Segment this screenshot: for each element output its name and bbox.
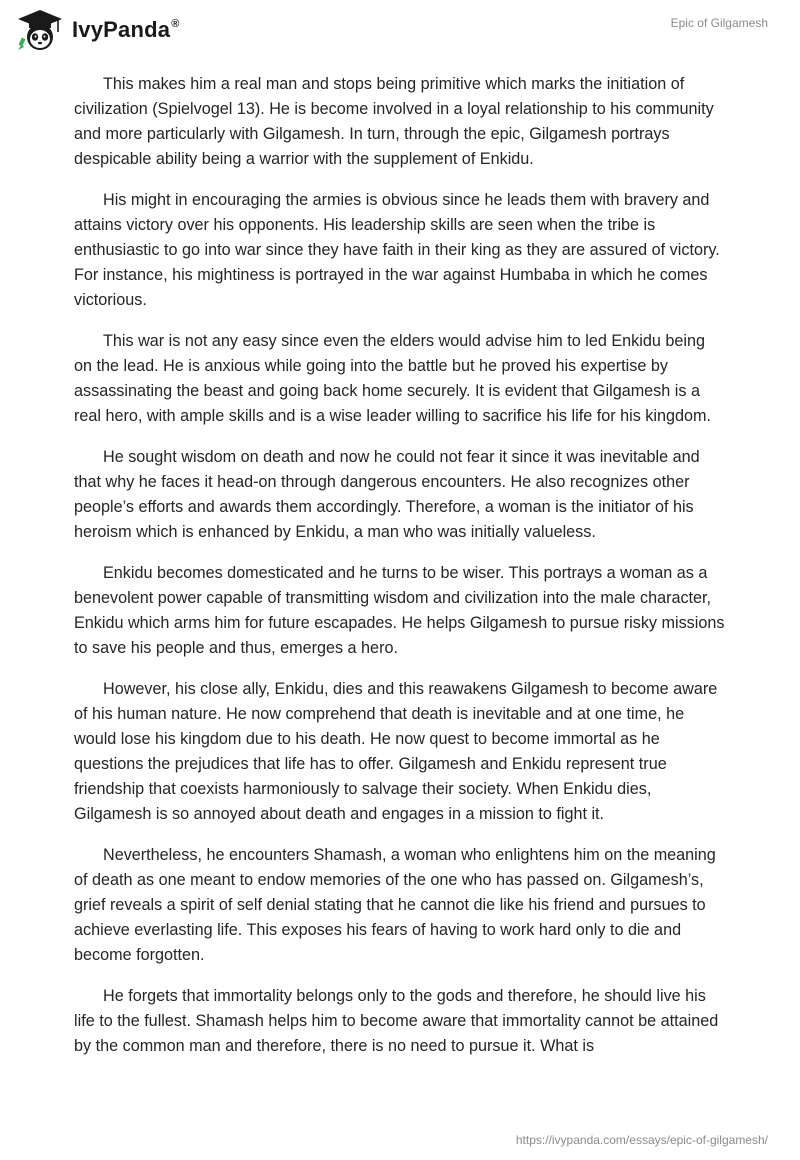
panda-graduate-icon [14,8,66,52]
paragraph: This war is not any easy since even the elders would advise him to led Enkidu being on the lead. He is anxious while going into the battle but he proved his expertise by assassinating the beast and going back home securely. It is evident that Gilgamesh is a real hero, with ample skills and is a wise leader willing to sacrifice his life for his kingdom. [74,332,711,425]
paragraph: Enkidu becomes domesticated and he turns to be wiser. This portrays a woman as a benevolent power capable of transmitting wisdom and civilization into the male character, Enkidu which arms him for future escapades. He helps Gilgamesh to pursue risky missions to save his people and thus, emerges a hero. [74,564,725,657]
page-header [0,0,800,60]
document-title: Epic of Gilgamesh [670,16,768,30]
paragraph: His might in encouraging the armies is obvious since he leads them with bravery and attains victory over his opponents. His leadership skills are seen when the tribe is enthusiastic to go into war since they have faith in their king as they are assured of victory. For instance, his mightiness is portrayed in the war against Humbaba in which he comes victorious. [74,191,720,309]
paragraph: He forgets that immortality belongs only to the gods and therefore, he should live his life to the fullest. Shamash helps him to become aware that immortality cannot be attained by the common man and therefore, there is no need to pursue it. What is [74,987,719,1055]
registered-mark: ® [171,17,180,30]
paragraph: Nevertheless, he encounters Shamash, a woman who enlightens him on the meaning of death as one meant to endow memories of the one who has passed on. Gilgamesh’s, grief reveals a spirit of self denial stating that he cannot die like his friend and pursues to achieve everlasting life. This exposes his fears of having to work hard only to die and become forgotten. [74,846,716,964]
logo-wordmark [72,17,180,43]
source-url[interactable]: https://ivypanda.com/essays/epic-of-gilgamesh/ [515,1133,768,1147]
essay-body [74,72,726,1075]
paragraph: However, his close ally, Enkidu, dies and this reawakens Gilgamesh to become aware of his human nature. He now comprehend that death is inevitable and at one time, he would lose his kingdom due to his death. He now quest to become immortal as he questions the prejudices that life has to offer. Gilgamesh and Enkidu represent true friendship that coexists harmoniously to salvage their society. When Enkidu dies, Gilgamesh is so annoyed about death and engages in a mission to fight it. [74,680,718,823]
ivypanda-logo[interactable] [14,8,180,52]
paragraph: This makes him a real man and stops being primitive which marks the initiation of civilization (Spielvogel 13). He is become involved in a loyal relationship to his community and more particularly with Gilgamesh. In turn, through the epic, Gilgamesh portrays despicable ability being a warrior with the supplement of Enkidu. [74,75,714,168]
paragraph: He sought wisdom on death and now he could not fear it since it was inevitable and that why he faces it head-on through dangerous encounters. He also recognizes other people’s efforts and awards them accordingly. Therefore, a woman is the initiator of his heroism which is enhanced by Enkidu, a man who was initially valueless. [74,448,700,541]
logo-text: IvyPanda [72,17,171,42]
